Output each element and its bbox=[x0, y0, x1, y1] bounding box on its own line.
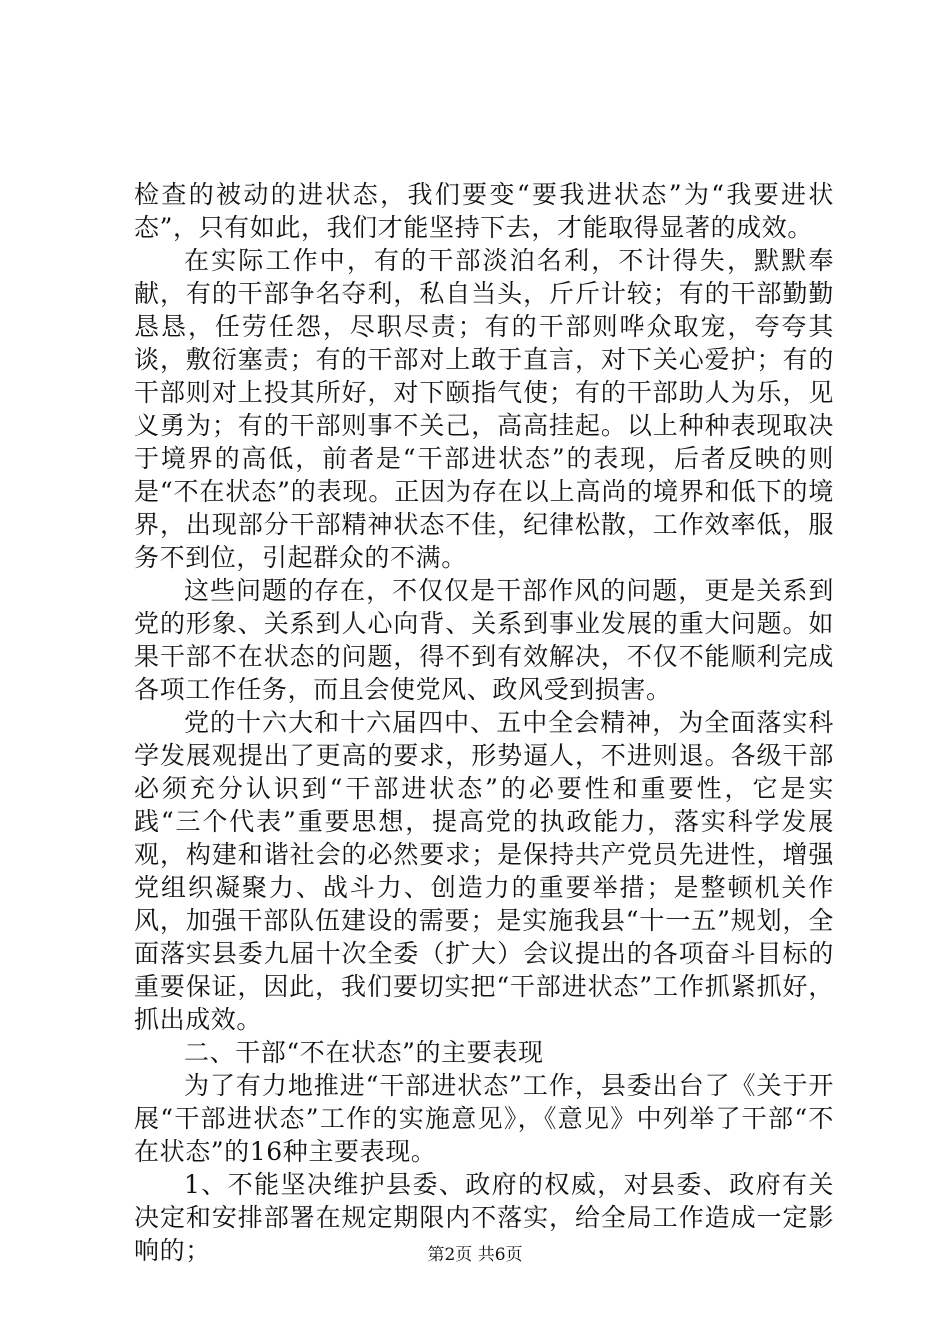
paragraph-continued: 检查的被动的进状态，我们要变“要我进状态”为“我要进状态”，只有如此，我们才能坚持下去，才能取得显著的成效。 bbox=[134, 180, 834, 242]
document-body bbox=[134, 178, 834, 1267]
page-indicator: 第2页 共6页 bbox=[427, 1245, 523, 1265]
paragraph-problems: 这些问题的存在，不仅仅是干部作风的问题，更是关系到党的形象、关系到人心向背、关系到事业发展的重大问题。如果干部不在状态的问题，得不到有效解决，不仅不能顺利完成各项工作任务，而且会使党风、政风受到损害。 bbox=[134, 576, 834, 704]
section-heading: 二、干部“不在状态”的主要表现 bbox=[184, 1038, 544, 1067]
paragraph-party-spirit: 党的十六大和十六届四中、五中全会精神，为全面落实科学发展观提出了更高的要求，形势逼人，不进则退。各级干部必须充分认识到“干部进状态”的必要性和重要性，它是实践“三个代表”重要思想，提高党的执政能力，落实科学发展观，构建和谐社会的必然要求；是保持共产党员先进性，增强党组织凝聚力、战斗力、创造力的重要举措；是整顿机关作风，加强干部队伍建设的需要；是实施我县“十一五”规划，全面落实县委九届十次全委（扩大）会议提出的各项奋斗目标的重要保证，因此，我们要切实把“干部进状态”工作抓紧抓好，抓出成效。 bbox=[134, 708, 834, 1034]
paragraph-cadre-behaviors: 在实际工作中，有的干部淡泊名利，不计得失，默默奉献，有的干部争名夺利，私自当头，斤斤计较；有的干部勤勤恳恳，任劳任怨，尽职尽责；有的干部则哗众取宠，夸夸其谈，敷衍塞责；有的干部对上敢于直言，对下关心爱护；有的干部则对上投其所好，对下颐指气使；有的干部助人为乐，见义勇为；有的干部则事不关己，高高挂起。以上种种表现取决于境界的高低，前者是“干部进状态”的表现，后者反映的则是“不在状态”的表现。正因为存在以上高尚的境界和低下的境界，出现部分干部精神状态不佳，纪律松散，工作效率低，服务不到位，引起群众的不满。 bbox=[134, 246, 834, 572]
paragraph-implementation: 为了有力地推进“干部进状态”工作，县委出台了《关于开展“干部进状态”工作的实施意见》，《意见》中列举了干部“不在状态”的16种主要表现。 bbox=[134, 1071, 834, 1166]
list-item-1: 1、不能坚决维护县委、政府的权威，对县委、政府有关决定和安排部署在规定期限内不落实，给全局工作造成一定影响的； bbox=[134, 1170, 834, 1265]
